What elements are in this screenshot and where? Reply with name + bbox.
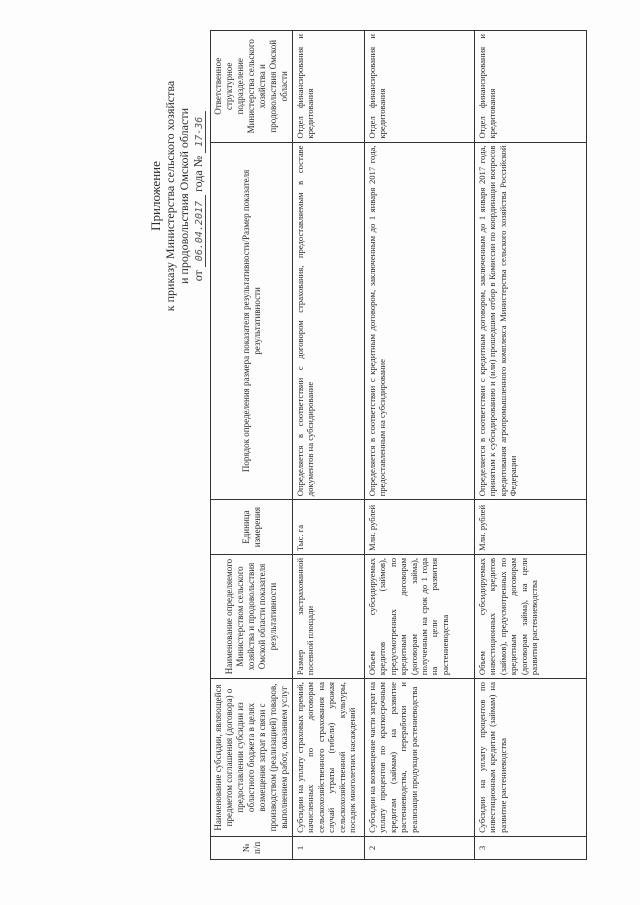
row-name: Субсидии на возмещение части затрат на уплату процентов по краткосрочным кредитам (займам) на развитие растениеводства, переработки и реализации продукции растениеводства: [365, 679, 475, 837]
row-dept: Отдел финансирования и кредитования: [293, 31, 365, 143]
row-order: Определяется в соответствии с договором страхования, предоставляемым в составе документов на субсидирование: [293, 142, 365, 500]
number-value: 17-36: [194, 111, 206, 153]
number-prefix: года №: [191, 155, 205, 192]
appendix-date-line: [191, 32, 207, 360]
table-row: [365, 31, 475, 860]
header-unit: Единица измерения: [211, 500, 293, 555]
header-indicator: Наименование определяемого Министерством сельского хозяйства и продовольствия Омской области показателя результативности: [211, 554, 293, 678]
row-num: 2: [365, 836, 475, 859]
appendix-title: Приложение: [148, 161, 163, 231]
row-indicator: Объем субсидируемых кредитов (займов), предусмотренных по кредитным договорам (договорам займа), полученным на срок до 1 года на цели развития растениеводства: [365, 554, 475, 678]
row-unit: Млн. рублей: [365, 500, 475, 555]
row-indicator: Объем субсидируемых инвестиционных кредитов (займов), предусмотренных по кредитным договорам (договорам займа), на цели развития растениеводства: [475, 554, 587, 678]
row-dept: Отдел финансирования и кредитования: [365, 31, 475, 143]
row-unit: Млн. рублей: [475, 500, 587, 555]
header-num: № п/п: [211, 836, 293, 859]
row-name: Субсидии на уплату процентов по инвестиционным кредитам (займам) на развитие растениеводства: [475, 679, 587, 837]
appendix-line-2: и продовольствия Омской области: [177, 108, 191, 285]
row-order: Определяется в соответствии с кредитным договором, заключенным до 1 января 2017 года, принятым к субсидированию и (или) прошедшим отбор в Комиссии по координации вопросов кредитования агропромышленного комплекса Министерства сельского хозяйства Российской Федерации: [475, 142, 587, 500]
row-dept: Отдел финансирования и кредитования: [475, 31, 587, 143]
row-indicator: Размер застрахованной посевной площади: [293, 554, 365, 678]
row-name: Субсидии на уплату страховых премий, начисленных по договорам сельскохозяйственного страхования на случай утраты (гибели) урожая сельскохозяйственной культуры, посадок многолетних насаждений: [293, 679, 365, 837]
table-row: [475, 31, 587, 860]
header-order: Порядок определения размера показателя результативности/Размер показателя результативности: [211, 142, 293, 500]
row-num: 3: [475, 836, 587, 859]
date-value: 06.04.2017: [194, 195, 206, 267]
row-num: 1: [293, 836, 365, 859]
table-row: [293, 31, 365, 860]
header-name: Наименование субсидии, являющейся предметом соглашения (договора) о предоставлении субсидии из областного бюджета в целях возмещения затрат в связи с производством (реализацией) товаров, выполнением работ, оказанием услуг: [211, 679, 293, 837]
appendix-header: [149, 32, 207, 360]
header-dept: Ответственное структурное подразделение Министерства сельского хозяйства и продовольствия Омской области: [211, 31, 293, 143]
row-order: Определяется в соответствии с кредитным договором, заключенным до 1 января 2017 года, предоставленным на субсидирование: [365, 142, 475, 500]
appendix-line-1: к приказу Министерства сельского хозяйства: [163, 80, 177, 312]
row-unit: Тыс. га: [293, 500, 365, 555]
table-header-row: [211, 31, 293, 860]
rotated-sheet: [145, 30, 635, 860]
date-prefix: от: [191, 270, 205, 282]
indicators-table: [210, 30, 587, 860]
